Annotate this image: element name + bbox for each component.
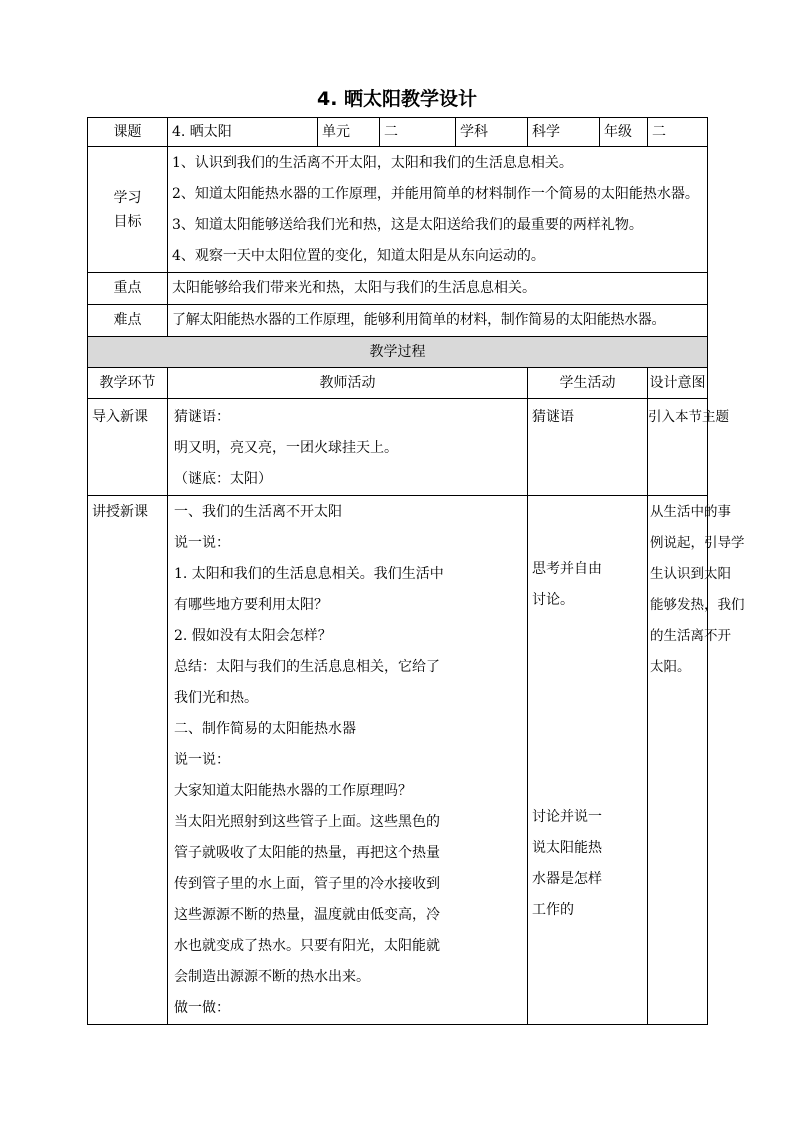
key-point-row xyxy=(88,273,708,305)
col-intent: 设计意图 xyxy=(648,368,708,399)
process-heading-row xyxy=(88,337,708,368)
lecture-row xyxy=(88,496,708,1025)
lecture-teacher: 一、我们的生活离不开太阳 说一说： 1. 太阳和我们的生活息息相关。我们生活中 有哪些地方要利用太阳？ 2. 假如没有太阳会怎样？ 总结：太阳与我们的生活息息相关，它给了 我们光和热。 二、制作简易的太阳能热水器 说一说： 大家知道太阳能热水器的工作原理吗？ 当太阳光照射到这些管子上面。这些黑色的 管子就吸收了太阳能的热量，再把这个热量 传到管子里的水上面，管子里的冷水接收到 这些源源不断的热量，温度就由低变高，冷 水也就变成了热水。只要有阳光，太阳能就 会制造出源源不断的热水出来。 做一做： xyxy=(168,496,528,1025)
objective-item: 4、观察一天中太阳位置的变化，知道太阳是从东向运动的。 xyxy=(172,248,545,264)
objectives-label: 学习 目标 xyxy=(88,147,168,273)
intro-teacher: 猜谜语： 明又明，亮又亮，一团火球挂天上。 （谜底：太阳） xyxy=(168,399,528,496)
intro-student: 猜谜语 xyxy=(528,399,648,496)
col-student: 学生活动 xyxy=(528,368,648,399)
intro-stage: 导入新课 xyxy=(88,399,168,496)
grade-label: 年级 xyxy=(600,118,648,147)
process-heading: 教学过程 xyxy=(88,337,708,368)
key-point-text: 太阳能够给我们带来光和热，太阳与我们的生活息息相关。 xyxy=(168,273,708,305)
grade-value: 二 xyxy=(648,118,708,147)
unit-value: 二 xyxy=(380,118,456,147)
difficulty-label: 难点 xyxy=(88,305,168,337)
intro-row xyxy=(88,399,708,496)
objective-item: 2、知道太阳能热水器的工作原理，并能用简单的材料制作一个简易的太阳能热水器。 xyxy=(172,186,699,202)
difficulty-row xyxy=(88,305,708,337)
meta-row xyxy=(88,118,708,147)
lecture-student: 思考并自由 讨论。 讨论并说一 说太阳能热 水器是怎样 工作的 xyxy=(528,496,648,1025)
col-teacher: 教师活动 xyxy=(168,368,528,399)
topic-label: 课题 xyxy=(88,118,168,147)
lesson-plan-table xyxy=(87,117,745,1025)
unit-label: 单元 xyxy=(318,118,380,147)
objective-item: 1、认识到我们的生活离不开太阳，太阳和我们的生活息息相关。 xyxy=(172,155,573,171)
key-point-label: 重点 xyxy=(88,273,168,305)
topic-value: 4. 晒太阳 xyxy=(168,118,318,147)
process-header-row xyxy=(88,368,708,399)
lecture-intent: 从生活中的事 例说起，引导学 生认识到太阳 能够发热，我们 的生活离不开 太阳。 xyxy=(648,496,708,1025)
page-title: 4. 晒太阳教学设计 xyxy=(316,88,478,110)
difficulty-text: 了解太阳能热水器的工作原理，能够利用简单的材料，制作简易的太阳能热水器。 xyxy=(168,305,708,337)
subject-label: 学科 xyxy=(456,118,528,147)
col-stage: 教学环节 xyxy=(88,368,168,399)
lecture-stage: 讲授新课 xyxy=(88,496,168,1025)
objectives-row xyxy=(88,147,708,273)
objectives-list xyxy=(168,147,708,273)
intro-intent: 引入本节主题 xyxy=(648,399,708,496)
subject-value: 科学 xyxy=(528,118,600,147)
objective-item: 3、知道太阳能够送给我们光和热，这是太阳送给我们的最重要的两样礼物。 xyxy=(172,217,643,233)
